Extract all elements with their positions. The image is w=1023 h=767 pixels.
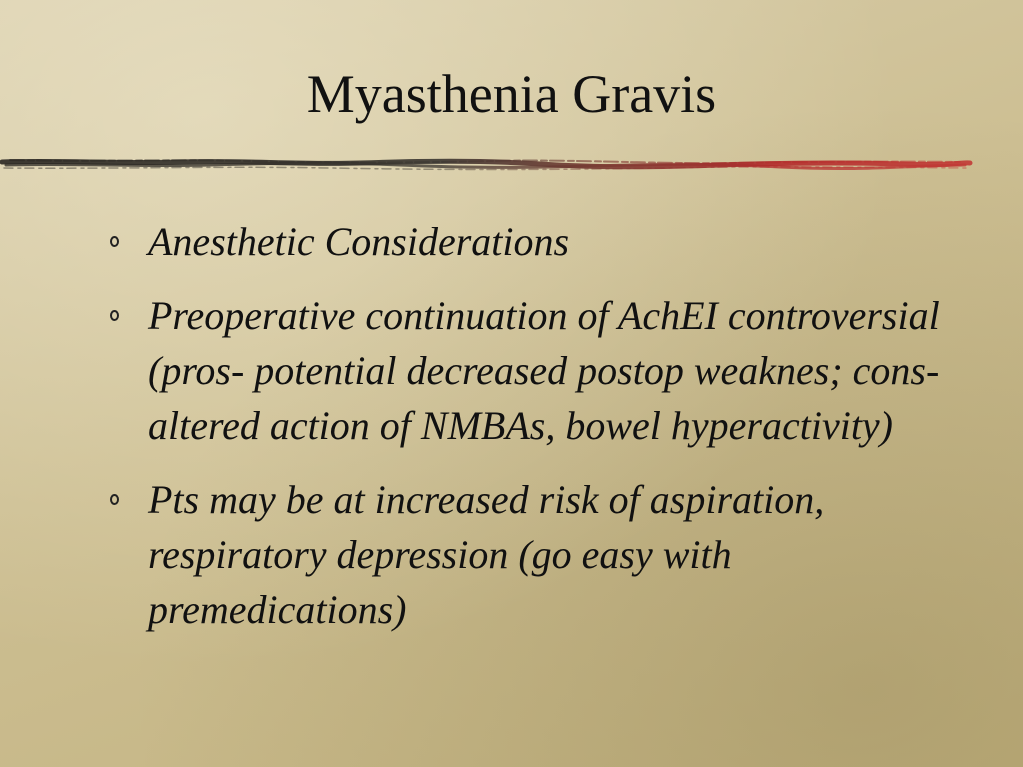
bullet-text: Preoperative continuation of AchEI controversial (pros- potential decreased postop weaknes; cons- altered action of NMBAs, bowel hyperactivity) [148, 293, 940, 448]
hollow-circle-bullet-icon [110, 236, 119, 247]
bullet-text: Anesthetic Considerations [148, 219, 570, 264]
bullet-text: Pts may be at increased risk of aspiration, respiratory depression (go easy with premedications) [148, 477, 825, 632]
hollow-circle-bullet-icon [110, 310, 119, 321]
bullet-item [110, 472, 940, 637]
bullet-item [110, 288, 940, 453]
hollow-circle-bullet-icon [110, 494, 119, 505]
bullet-list [110, 214, 940, 656]
title-divider-rule [0, 150, 1023, 186]
bullet-item [110, 214, 940, 269]
slide-title: Myasthenia Gravis [306, 64, 717, 124]
